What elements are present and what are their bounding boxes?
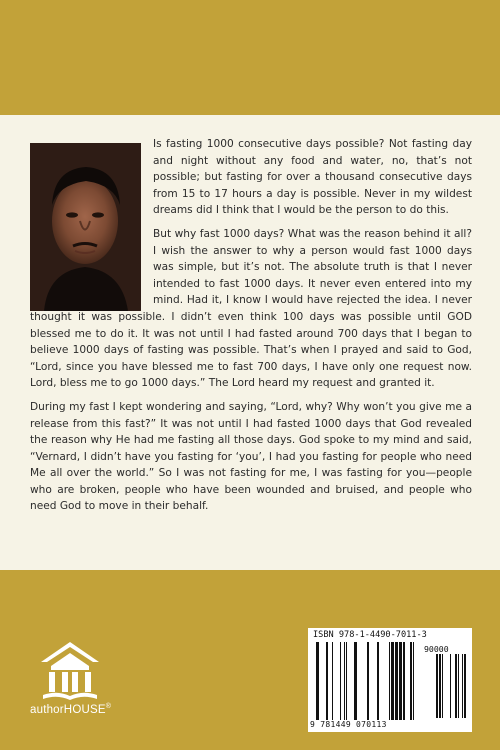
barcode-bar (462, 654, 463, 718)
back-cover-blurb (30, 136, 472, 522)
barcode-bar (439, 654, 441, 718)
ean-barcode-bars (316, 642, 424, 720)
barcode-bar (399, 642, 402, 720)
barcode-bar (344, 642, 345, 720)
price-barcode-bars (426, 654, 468, 718)
barcode-bar (332, 642, 333, 720)
barcode-bar (340, 642, 341, 720)
barcode-bar (377, 642, 379, 720)
barcode-bar (403, 642, 405, 720)
publisher-logo (30, 640, 110, 735)
barcode-bar (316, 642, 319, 720)
blurb-paragraph-3: During my fast I kept wondering and saying, “Lord, why? Why won’t you give me a release from this fast?” It was not until I had fasted 1000 days that God revealed the reason why He had me fasting all those days. God spoke to my mind and said, “Vernard, I didn’t have you fasting for ‘you’, I had you fasting for people who need Me all over the world.” So I was not fasting for me, I was fasting for you—people who are broken, people who have been wounded and bruised, and people who need God to move in their behalf. (30, 400, 472, 513)
barcode-bar (410, 642, 412, 720)
top-color-band (0, 0, 500, 115)
barcode-bar (395, 642, 398, 720)
barcode-bar (442, 654, 443, 718)
isbn-number: ISBN 978-1-4490-7011-3 (313, 630, 427, 640)
publisher-name: authorHOUSE® (30, 703, 112, 716)
blurb-paragraph-1: Is fasting 1000 consecutive days possible? Not fasting day and night without any food and water, no, that’s not possible; but fasting for over a thousand consecutive days from 15 to 17 hours a day is possible. Never in my wildest dreams did I think that I would be the person to do this. (30, 136, 472, 219)
barcode-bar (436, 654, 438, 718)
barcode-bar (367, 642, 369, 720)
barcode-bar (326, 642, 328, 720)
barcode-bar (450, 654, 451, 718)
barcode-bar (413, 642, 414, 720)
barcode-bar (346, 642, 347, 720)
isbn-barcode (308, 628, 472, 732)
barcode-bar (458, 654, 459, 718)
barcode-bar (464, 654, 466, 718)
barcode-bar (389, 642, 390, 720)
blurb-paragraph-2: But why fast 1000 days? What was the reason behind it all? I wish the answer to why a person would fast 1000 days was simple, but it’s not. The absolute truth is that I never intended to fast 1000 days. It never even entered into my mind. Had it, I know I would have rejected the idea. I never thought it was possible. I didn’t even think 100 days was possible until GOD blessed me to do it. It was not until I had fasted around 700 days that I began to believe 1000 days of fasting was possible. That’s when I prayed and said to God, “Lord, since you have blessed me to fast 700 days, I have only one request now. Lord, bless me to go 1000 days.” The Lord heard my request and granted it. (30, 227, 472, 390)
price-code: 90000 (424, 644, 449, 654)
photo-wrap-spacer (30, 136, 141, 308)
house-book-icon (39, 640, 101, 700)
barcode-bar (455, 654, 457, 718)
ean-digits: 9 781449 070113 (310, 720, 387, 729)
barcode-bar (391, 642, 394, 720)
barcode-bar (354, 642, 357, 720)
